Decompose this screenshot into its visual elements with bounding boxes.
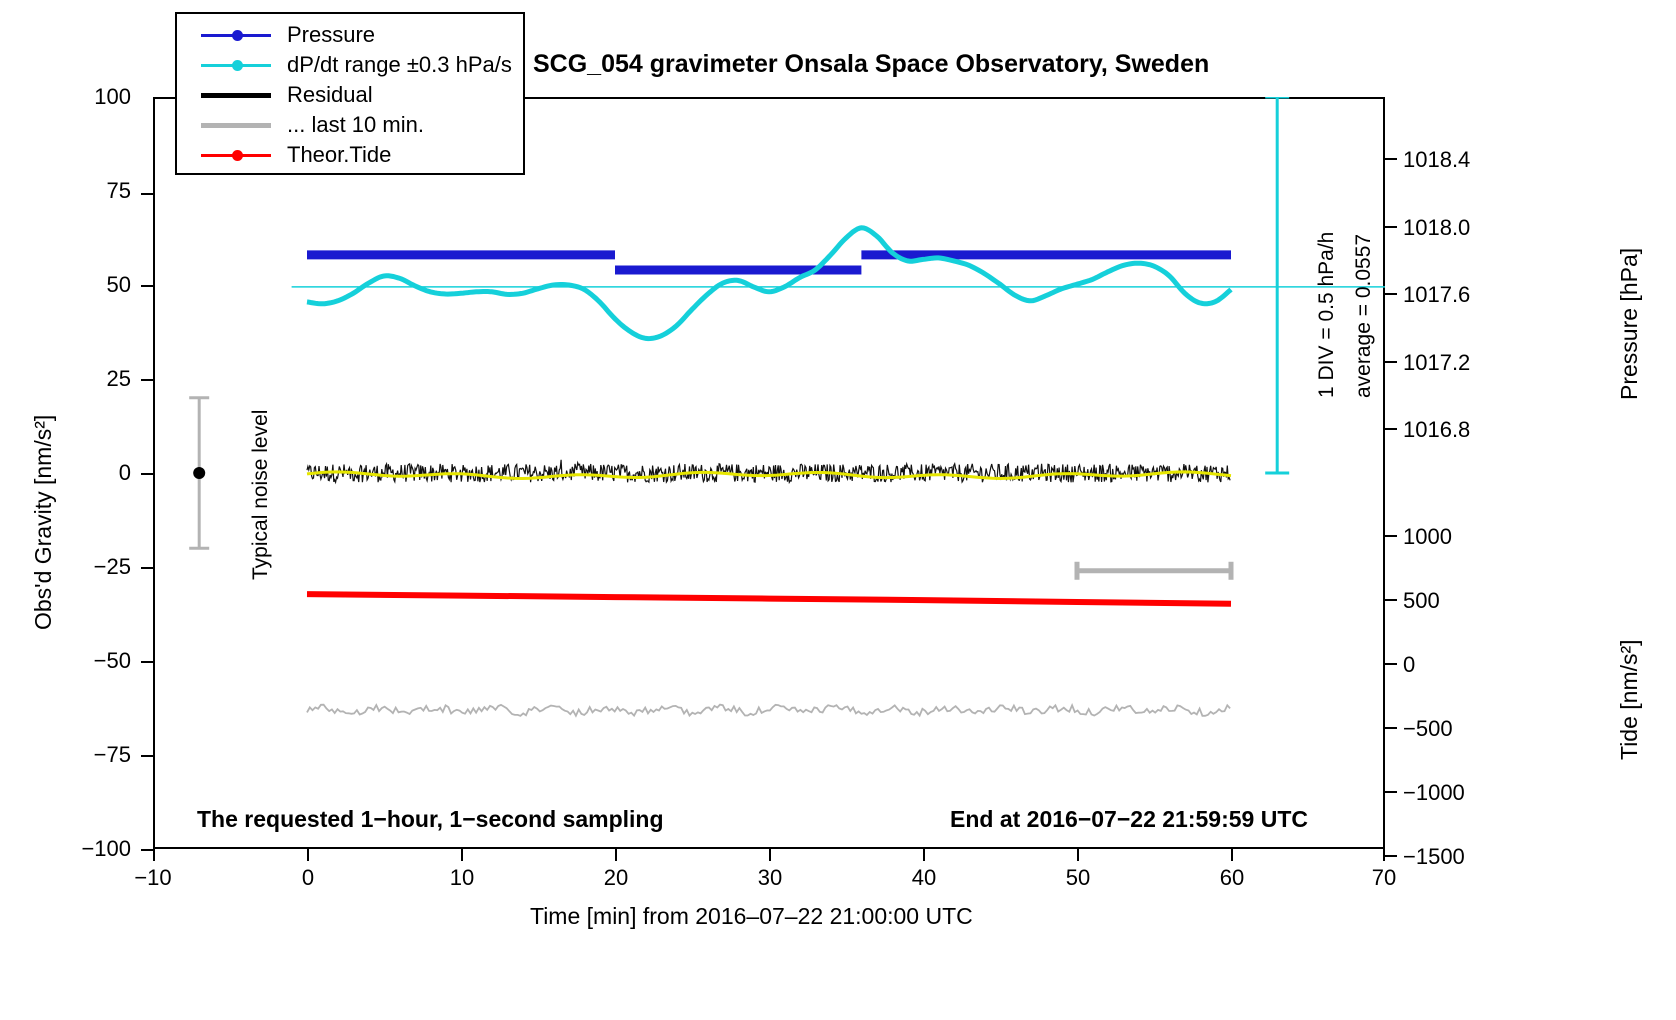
pressure-tick-label: 1016.8 — [1403, 417, 1471, 442]
x-tick-label: 30 — [757, 865, 783, 890]
legend-swatch — [201, 115, 271, 135]
y-tick-label: 50 — [106, 272, 131, 297]
average-label: average = 0.0557 — [1352, 233, 1375, 398]
y-tick-label: 75 — [106, 178, 131, 203]
x-tick-label: 50 — [1065, 865, 1091, 890]
y-tick-label: 25 — [106, 366, 131, 391]
y-tick-mark — [1385, 158, 1397, 160]
pressure-tick-label: 1017.6 — [1403, 282, 1471, 307]
pressure-tick-label: 1017.2 — [1403, 350, 1471, 375]
x-axis-title: Time [min] from 2016–07–22 21:00:00 UTC — [530, 903, 973, 929]
legend-swatch — [201, 145, 271, 165]
tide-tick-label: 1000 — [1403, 524, 1452, 549]
x-tick-label: 0 — [301, 865, 315, 890]
x-tick-label: 70 — [1371, 865, 1397, 890]
y-tick-label: −100 — [81, 836, 131, 861]
y-tick-mark — [141, 755, 153, 757]
x-tick-label: 40 — [911, 865, 937, 890]
y-tick-label: 100 — [94, 84, 131, 109]
legend-swatch — [201, 25, 271, 45]
y-tick-mark — [141, 379, 153, 381]
chart-canvas — [153, 97, 1385, 849]
y-tick-mark — [141, 849, 153, 851]
series-dpdt — [307, 228, 1231, 339]
x-tick-mark — [1077, 849, 1079, 861]
typical-noise-level-label: Typical noise level — [249, 409, 272, 580]
legend-label: ... last 10 min. — [287, 112, 424, 137]
legend-label: Theor.Tide — [287, 142, 392, 167]
legend-item-residual[interactable] — [177, 80, 523, 110]
pressure-tick-label: 1018.0 — [1403, 215, 1471, 240]
y-tick-mark — [1385, 293, 1397, 295]
y-axis-right-pressure-title: Pressure [hPa] — [1616, 247, 1642, 400]
legend-item-theor-tide[interactable] — [177, 140, 523, 170]
x-tick-label: 60 — [1219, 865, 1245, 890]
legend — [175, 12, 525, 175]
y-tick-mark — [141, 285, 153, 287]
legend-swatch — [201, 85, 271, 105]
typical-noise-level-marker — [189, 398, 209, 548]
tide-tick-label: 500 — [1403, 588, 1440, 613]
legend-swatch — [201, 55, 271, 75]
x-tick-mark — [153, 849, 155, 861]
x-tick-label: 10 — [449, 865, 475, 890]
y-axis-left-title: Obs'd Gravity [nm/s²] — [30, 414, 56, 630]
series-theor-tide — [307, 594, 1231, 604]
y-tick-mark — [141, 661, 153, 663]
y-tick-label: 0 — [118, 460, 131, 485]
sampling-note: The requested 1−hour, 1−second sampling — [197, 806, 664, 832]
div-scale-label: 1 DIV = 0.5 hPa/h — [1315, 231, 1338, 398]
x-tick-mark — [461, 849, 463, 861]
series-residual — [307, 460, 1230, 483]
end-time-note: End at 2016−07−22 21:59:59 UTC — [950, 806, 1308, 832]
x-tick-mark — [615, 849, 617, 861]
chart-title: SCG_054 gravimeter Onsala Space Observatory, Sweden — [533, 50, 1210, 78]
x-tick-mark — [769, 849, 771, 861]
legend-item-last-10-min[interactable] — [177, 110, 523, 140]
x-tick-mark — [1231, 849, 1233, 861]
y-tick-label: −75 — [93, 742, 131, 767]
y-tick-mark — [1385, 535, 1397, 537]
tide-tick-label: 0 — [1403, 652, 1416, 677]
y-tick-mark — [1385, 855, 1397, 857]
legend-label: Pressure — [287, 22, 376, 47]
tide-tick-label: −1500 — [1403, 844, 1465, 869]
y-axis-right-tide — [1385, 520, 1545, 869]
legend-item-pressure[interactable] — [177, 20, 523, 50]
y-tick-mark — [1385, 599, 1397, 601]
series-last-10-min — [307, 705, 1230, 716]
x-tick-label: 20 — [603, 865, 629, 890]
last-10-min-bar — [1077, 562, 1231, 580]
y-tick-label: −50 — [93, 648, 131, 673]
y-tick-mark — [1385, 727, 1397, 729]
x-tick-mark — [307, 849, 309, 861]
y-tick-mark — [1385, 226, 1397, 228]
legend-label: dP/dt range ±0.3 hPa/s — [287, 52, 512, 77]
div-scale-marker — [1265, 97, 1289, 473]
y-axis-right-tide-title: Tide [nm/s²] — [1616, 639, 1642, 760]
pressure-tick-label: 1018.4 — [1403, 147, 1471, 172]
y-axis-left — [0, 84, 153, 861]
series-pressure — [307, 255, 1231, 270]
legend-item-dpdt[interactable] — [177, 50, 523, 80]
y-tick-mark — [141, 193, 153, 195]
y-tick-mark — [1385, 361, 1397, 363]
x-tick-label: −10 — [134, 865, 172, 890]
legend-label: Residual — [287, 82, 373, 107]
tide-tick-label: −500 — [1403, 716, 1453, 741]
y-axis-right-pressure — [1385, 97, 1545, 517]
y-tick-label: −25 — [93, 554, 131, 579]
y-tick-mark — [1385, 791, 1397, 793]
tide-tick-label: −1000 — [1403, 780, 1465, 805]
x-axis — [134, 849, 1397, 909]
x-tick-mark — [923, 849, 925, 861]
y-tick-mark — [141, 567, 153, 569]
y-tick-mark — [1385, 663, 1397, 665]
y-tick-mark — [1385, 428, 1397, 430]
y-tick-mark — [141, 473, 153, 475]
